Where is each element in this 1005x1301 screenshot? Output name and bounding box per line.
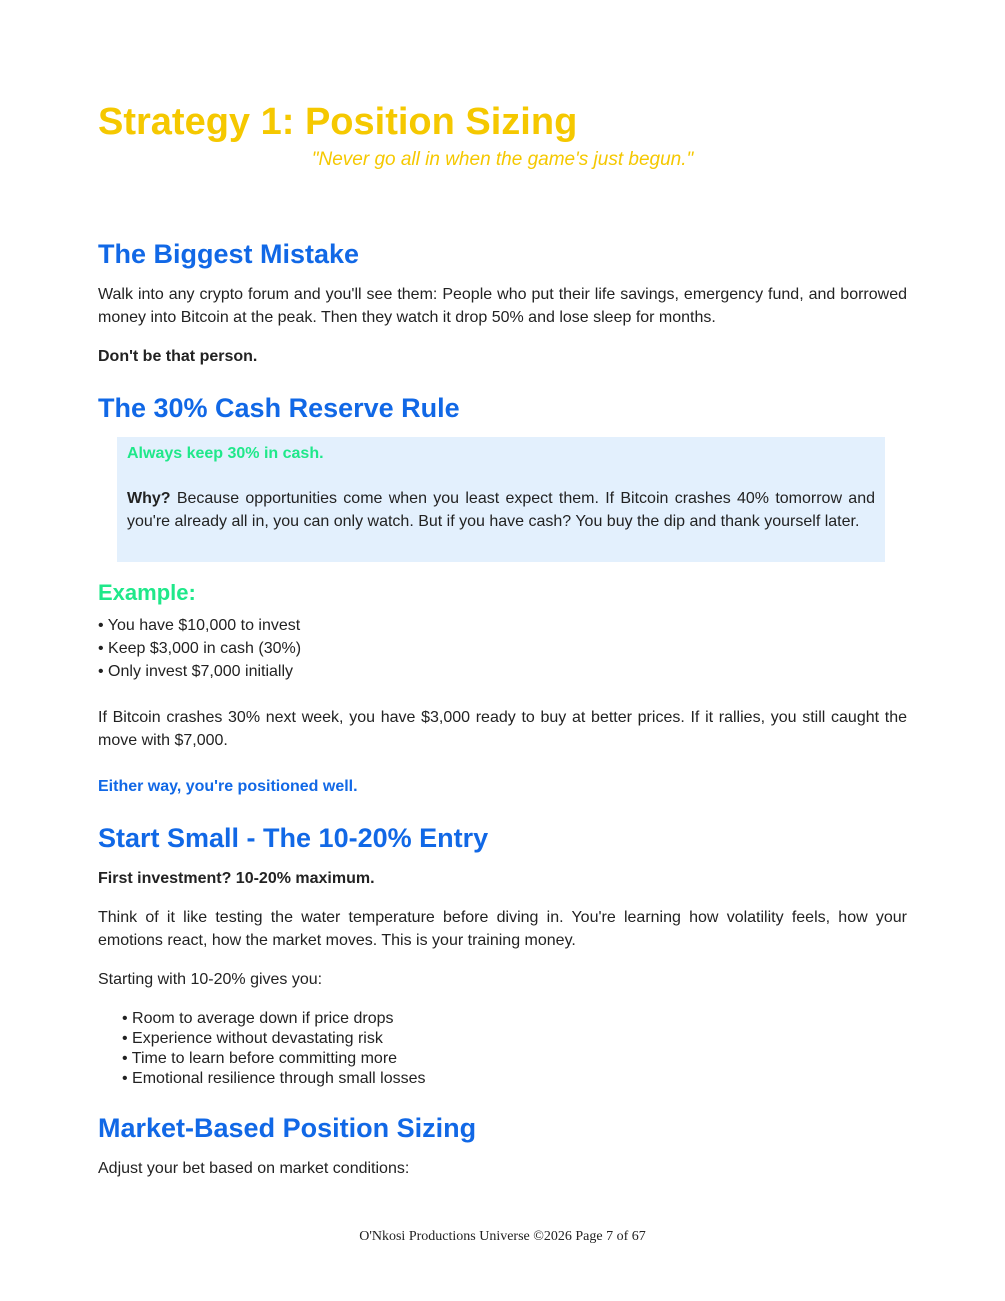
heading-start-small: Start Small - The 10-20% Entry bbox=[98, 823, 489, 853]
chapter-quote: "Never go all in when the game's just begun." bbox=[311, 149, 694, 170]
callout-text bbox=[127, 487, 875, 533]
page-footer: O'Nkosi Productions Universe ©2026 Page 7 of 67 bbox=[359, 1229, 646, 1244]
market-based-paragraph: Adjust your bet based on market conditions: bbox=[98, 1160, 410, 1177]
example-conclusion: Either way, you're positioned well. bbox=[98, 778, 358, 795]
biggest-mistake-emphasis: Don't be that person. bbox=[98, 348, 258, 365]
list-item: • Experience without devastating risk bbox=[122, 1030, 383, 1047]
heading-example: Example: bbox=[98, 580, 196, 605]
start-small-intro: Starting with 10-20% gives you: bbox=[98, 971, 323, 988]
list-item: • Only invest $7,000 initially bbox=[98, 663, 294, 680]
heading-cash-reserve: The 30% Cash Reserve Rule bbox=[98, 393, 460, 423]
list-item: • Time to learn before committing more bbox=[122, 1050, 398, 1067]
start-small-list bbox=[122, 1009, 426, 1089]
heading-biggest-mistake: The Biggest Mistake bbox=[98, 239, 360, 269]
list-item: • Room to average down if price drops bbox=[122, 1010, 394, 1027]
cash-reserve-callout bbox=[117, 437, 885, 562]
example-paragraph: If Bitcoin crashes 30% next week, you have $3,000 ready to buy at better prices. If it rallies, you still caught the move with $7,000. bbox=[98, 709, 907, 749]
callout-title: Always keep 30% in cash. bbox=[127, 445, 324, 462]
list-item: • Keep $3,000 in cash (30%) bbox=[98, 640, 302, 657]
example-list bbox=[98, 614, 301, 683]
list-item: • Emotional resilience through small losses bbox=[122, 1070, 426, 1087]
start-small-paragraph: Think of it like testing the water temperature before diving in. You're learning how volatility feels, how your emotions react, how the market moves. This is your training money. bbox=[98, 909, 907, 949]
callout-why-label: Why? bbox=[127, 490, 171, 507]
biggest-mistake-paragraph: Walk into any crypto forum and you'll see them: People who put their life savings, emergency fund, and borrowed money into Bitcoin at the peak. Then they watch it drop 50% and lose sleep for months. bbox=[98, 286, 907, 326]
callout-why-text: Because opportunities come when you least expect them. If Bitcoin crashes 40% tomorrow and you're already all in, you can only watch. But if you have cash? You buy the dip and thank yourself later. bbox=[127, 490, 875, 530]
start-small-emphasis: First investment? 10-20% maximum. bbox=[98, 870, 375, 887]
heading-market-based: Market-Based Position Sizing bbox=[98, 1113, 477, 1143]
page-title: Strategy 1: Position Sizing bbox=[98, 101, 578, 143]
list-item: • You have $10,000 to invest bbox=[98, 617, 301, 634]
